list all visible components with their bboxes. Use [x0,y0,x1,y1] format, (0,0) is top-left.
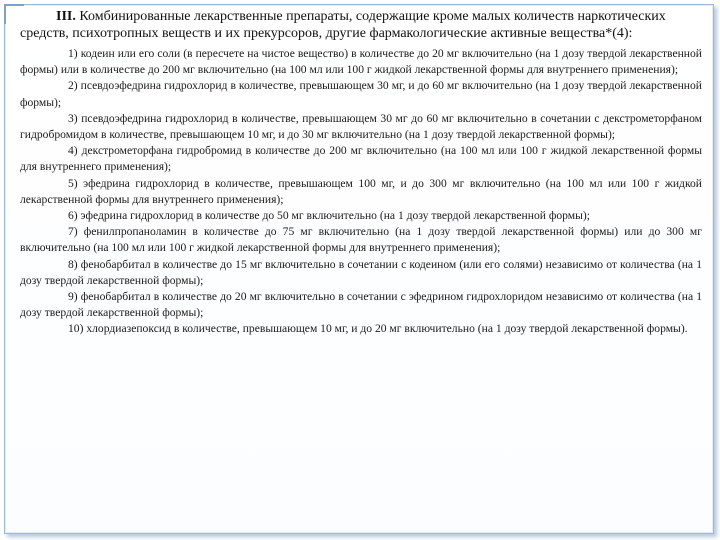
list-item-10: 10) хлордиазепоксид в количестве, превышающем 10 мг, и до 20 мг включительно (на 1 дозу твердой лекарственной формы). [68,322,688,336]
document-body [20,9,702,338]
list-item-9: 9) фенобарбитал в количестве до 20 мг включительно в сочетании с эфедрином гидрохлоридом независимо от количества (на 1 дозу твердой лекарственной формы); [20,290,702,320]
list-item-1: 1) кодеин или его соли (в пересчете на чистое вещество) в количестве до 20 мг включительно (на 1 дозу твердой лекарственной формы) или в количестве до 200 мг включительно (на 100 мл или 100 г жидкой лекарственной формы для внутреннего применения); [20,47,702,77]
list-item-6: 6) эфедрина гидрохлорид в количестве до 50 мг включительно (на 1 дозу твердой лекарственной формы); [68,209,590,223]
list-item-2: 2) псевдоэфедрина гидрохлорид в количестве, превышающем 30 мг, и до 60 мг включительно (на 1 дозу твердой лекарственной формы); [20,79,702,109]
list-item-8: 8) фенобарбитал в количестве до 15 мг включительно в сочетании с кодеином (или его солями) независимо от количества (на 1 дозу твердой лекарственной формы); [20,257,702,287]
section-number: III. [56,9,76,24]
list-item-5: 5) эфедрина гидрохлорид в количестве, превышающем 100 мг, и до 300 мг включительно (на 100 мл или 100 г жидкой лекарственной формы для внутреннего применения); [20,176,702,206]
list-item-4: 4) декстрометорфана гидробромид в количестве до 200 мг включительно (на 100 мл или 100 г жидкой лекарственной формы для внутреннего применения); [20,144,702,174]
list-item-3: 3) псевдоэфедрина гидрохлорид в количестве, превышающем 30 мг до 60 мг включительно в сочетании с декстрометорфаном гидробромидом в количестве, превышающем 10 мг, и до 30 мг включительно (на 1 дозу твердой лекарственной формы); [20,111,702,142]
list-item-7: 7) фенилпропаноламин в количестве до 75 мг включительно (на 1 дозу твердой лекарственной формы) или до 300 мг включительно (на 100 мл или 100 г жидкой лекарственной формы для внутреннего применения); [20,225,702,255]
section-heading-text: Комбинированные лекарственные препараты, содержащие кроме малых количеств наркотических средств, психотропных веществ и их прекурсоров, другие фармакологические активные вещества*(4): [20,9,666,41]
section-heading [20,9,702,42]
